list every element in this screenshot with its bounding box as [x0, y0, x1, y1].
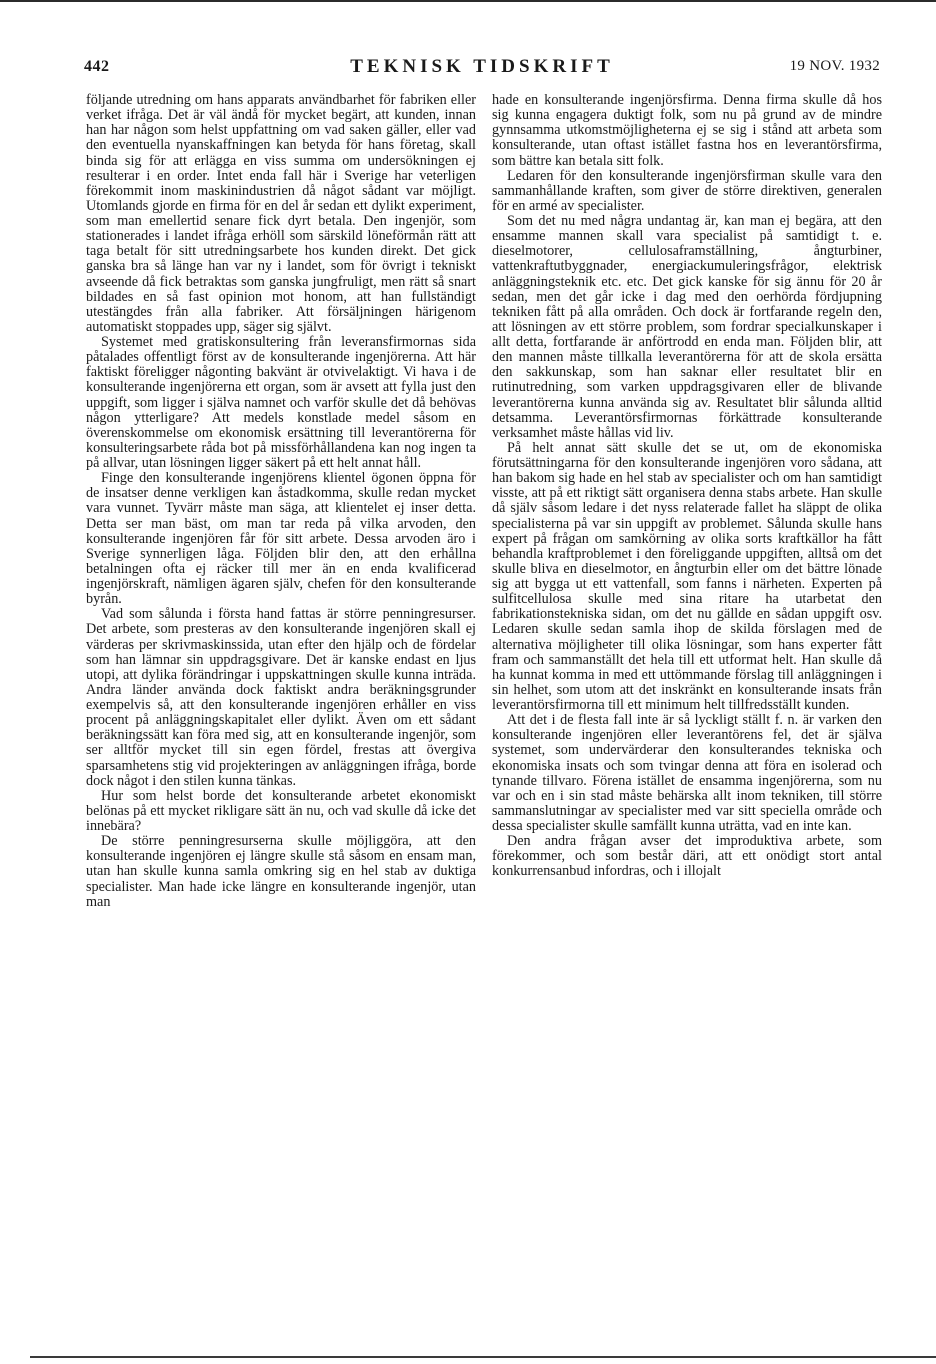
paragraph: Vad som sålunda i första hand fattas är större penningresurser. Det arbete, som presteras av den konsulterande ingenjören skall ej värderas per skrivmaskinssida, utan efter den hjälp och de fördelar som han lämnar sin uppdragsgivare. Det är kanske endast en ljus utopi, att dylika förändringar i uppskattningen skulle kunna inträda. Andra länder använda dock faktiskt andra beräkningsgrunder exempelvis så, att den konsulterande ingenjören erhåller en viss procent på anläggningskapitalet eller dylikt. Även om ett sådant beräkningssätt kan föra med sig, att en konsulterande ingenjör, som ser alltför mycket till sin egen fördel, frestas att övergiva sparsamhetens stig vid projekteringen av anläggningen ifråga, borde dock något i den stilen kunna tänkas. [86, 606, 476, 789]
paragraph: Den andra frågan avser det improduktiva arbete, som förekommer, och som består däri, att ett onödigt stort antal konkurrensanbud infordras, och i illojalt [492, 833, 882, 880]
paragraph: Ledaren för den konsulterande ingenjörsfirman skulle vara den sammanhållande kraften, som giver de större direktiven, generalen för en armé av specialister. [492, 167, 882, 214]
paragraph: Som det nu med några undantag är, kan man ej begära, att den ensamme mannen skall vara specialist på samtidigt t. e. dieselmotorer, cellulosaframställning, ångturbiner, vattenkraftutbyggnader, energiackumuleringsfrågor, elektrisk anläggningsteknik etc. etc. Det gick kanske för sig ännu för 20 år sedan, men det går icke i dag med den oerhörda fördjupning tekniken fått på alla områden. Och dock är fortfarande regeln den, att lösningen av ett större problem, som fordrar specialkunskaper i allt detta, fortfarande är anförtrodd en enda man. Följden blir, att den mannen måste tillkalla leverantörerna för att de skola ersätta den sakkunskap, som han saknar eller resultatet blir en rutinutredning, som varken uppdragsgivaren eller de blivande leverantörerna kunna använda sig av. Resultatet blir sålunda alltid detsamma. Leverantörsfirmornas förkättrade konsulterande verksamhet måste hållas vid liv. [492, 213, 882, 441]
paragraph: Finge den konsulterande ingenjörens klientel ögonen öppna för de insatser denne verkligen kan åstadkomma, skulle redan mycket vara vunnet. Tyvärr måste man säga, att klientelet ej inser detta. Detta ser man bäst, om man tar reda på vilka arvoden, den konsulterande ingenjören får för sitt arbete. Dessa arvoden äro i Sverige synnerligen låga. Följden blir den, att den erhållna betalningen ofta ej räcker till mer än en enda kvalificerad ingenjörskraft, nämligen ägaren själv, chefen för den konsulterande byrån. [86, 470, 476, 608]
paragraph: följande utredning om hans apparats användbarhet för fabriken eller verket ifråga. Det är väl ändå för mycket begärt, att kunden, innan han har någon som helst uppfattning om vad saken gäller, eller vad den eventuella nyanskaffningen kan betyda för hans företag, skall binda sig för att erlägga en viss summa om undersökningen ej resulterar i en order. Intet enda fall här i Sverige har veterligen förekommit inom maskinindustrien då något sådant var möjligt. Utomlands gjorde en firma för en del år sedan ett dylikt experiment, som man emellertid senare fick dyrt betala. Den ingenjör, som stationerades i landet ifråga erhöll som särskild löneförmån rätt att taga betalt för sitt utredningsarbete hos kunden direkt. Det gick ganska bra så länge han var ny i landet, som för övrigt i tekniskt avseende då fick betraktas som ganska jungfruligt, men rätt så snart bildades en så fast opinion mot honom, att han fullständigt utestängdes från alla fabriker. Att försäljningen härigenom automatiskt stoppades upp, säger sig självt. [86, 92, 476, 335]
paragraph: Systemet med gratiskonsultering från leveransfirmornas sida påtalades offentligt först av de konsulterande ingenjörerna. Att här faktiskt föreligger någonting bakvänt är otvivelaktigt. Vi hava i de konsulterande ingenjörerna ett organ, som är avsett att fylla just den uppgift, som ligger i själva namnet och varför skulle det då behövas någon ytterligare? Att medels konstlade medel såsom en överenskommelse om ekonomisk ersättning till leverantörerna för konsulteringsarbete råda bot på missförhållandena kan nog ingen ta på allvar, utan lösningen ligger säkert på ett helt annat håll. [86, 334, 476, 471]
paragraph: Hur som helst borde det konsulterande arbetet ekonomiskt belönas på ett mycket rikligare sätt än nu, och vad skulle då icke det innebära? [86, 787, 476, 834]
journal-title: TEKNISK TIDSKRIFT [350, 56, 614, 77]
paragraph: De större penningresurserna skulle möjliggöra, att den konsulterande ingenjören ej längre skulle stå såsom en ensam man, utan han skulle kunna samla omkring sig en hel stab av duktiga specialister. Man hade icke längre en konsulterande ingenjör, utan man [86, 833, 476, 910]
page-bottom-rule [30, 1356, 936, 1358]
paragraph: På helt annat sätt skulle det se ut, om de ekonomiska förutsättningarna för den konsulterande ingenjören voro sådana, att han bakom sig hade en hel stab av specialister och om han samtidigt visste, att på ett riktigt sätt organisera denna stabs arbete. Han skulle då själv såsom ledare i det nyss relaterade fallet ha släppt de olika specialisterna på var sin uppgift av problemet. Sålunda skulle hans expert på frågan om samkörning av olika sorts kraftkällor ha fått behandla kraftproblemet i den föreliggande uppgiften, alltså om det skulle bliva en dieselmotor, en ångturbin eller om det bättre lönade sig att bygga ut ett vattenfall, som fanns i närheten. Experten på sulfitcellulosa skulle med sina ritare ha utarbetat den fabrikationstekniska sidan, om det nu gällde en sådan uppgift osv. Ledaren skulle sedan samla ihop de skilda förslagen med de alternativa möjligheter till olika lösningar, som hans experter fått fram och sammanställt det hela till ett utformat helt. Han skulle då ha kunnat komma in med ett uttömmande förslag till anläggningen i sin helhet, som utom att det inskränkt en konsulterande insats från leverantörsfirmorna till ett minimum helt tillfredsställt kunden. [492, 439, 882, 713]
right-column [492, 93, 882, 880]
page-number: 442 [84, 58, 110, 75]
running-header [84, 56, 880, 82]
page-top-border [0, 0, 936, 2]
issue-date: 19 NOV. 1932 [789, 58, 880, 74]
left-column [86, 93, 476, 910]
paragraph: Att det i de flesta fall inte är så lyckligt ställt f. n. är varken den konsulterande ingenjören eller leverantörens fel, det är själva systemet, som undervärderar den konsulterandes tekniska och ekonomiska insats och som tvingar denna att föra en isolerad och tynande tillvaro. Förena istället de ensamma ingenjörerna, som nu var och en i sin stad måste behärska allt inom tekniken, till större sammanslutningar av specialister med var sitt speciella område och dessa specialister skulle samfällt kunna uträtta, vad en inte kan. [492, 712, 882, 834]
paragraph: hade en konsulterande ingenjörsfirma. Denna firma skulle då hos sig kunna engagera duktigt folk, som nu på grund av de mindre gynnsamma utkomstmöjligheterna ej se sig i stånd att arbeta som konsulterande, utan oftast istället fastna hos en leverantörsfirma, som bättre kan betala sitt folk. [492, 92, 882, 169]
